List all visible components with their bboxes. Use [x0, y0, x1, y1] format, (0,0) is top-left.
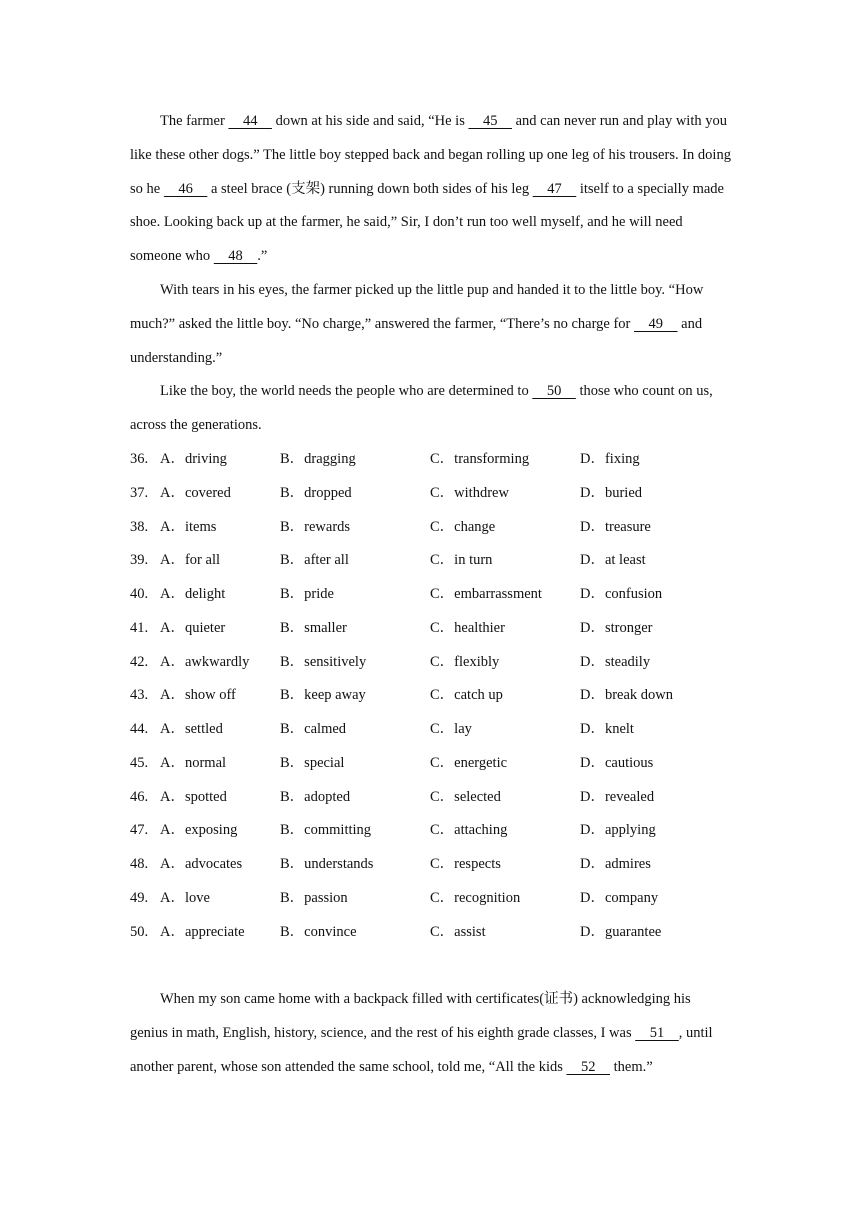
option-d[interactable]: D．cautious — [580, 754, 654, 771]
option-b[interactable]: B．calmed — [280, 721, 347, 737]
option-b[interactable]: B．keep away — [280, 687, 366, 704]
text: down at his side and said, “He is — [271, 113, 469, 129]
question-number: 36. — [130, 451, 149, 467]
blank-48[interactable]: 48 — [213, 248, 258, 265]
option-c[interactable]: C．withdrew — [430, 484, 509, 501]
option-c[interactable]: C．catch up — [430, 687, 503, 704]
option-row — [130, 544, 732, 578]
option-b[interactable]: B．special — [280, 754, 345, 771]
option-a[interactable]: A．settled — [160, 721, 223, 737]
question-number: 41. — [130, 619, 149, 636]
option-c[interactable]: C．energetic — [430, 754, 508, 771]
option-a[interactable]: A．for all — [160, 552, 220, 569]
option-row — [130, 679, 732, 713]
question-number: 40. — [130, 586, 149, 602]
paragraph-certificates — [130, 983, 732, 1084]
option-d[interactable]: D．guarantee — [580, 923, 662, 940]
option-b[interactable]: B．committing — [280, 822, 372, 839]
option-a[interactable]: A．awkwardly — [160, 653, 250, 670]
blank-46[interactable]: 46 — [163, 180, 208, 197]
option-c[interactable]: C．transforming — [430, 451, 530, 467]
option-b[interactable]: B．smaller — [280, 619, 347, 636]
option-c[interactable]: C．attaching — [430, 822, 508, 839]
option-row — [130, 848, 732, 882]
option-a[interactable]: A．delight — [160, 586, 226, 602]
option-a[interactable]: A．spotted — [160, 788, 227, 805]
question-number: 42. — [130, 653, 149, 670]
option-d[interactable]: D．at least — [580, 552, 646, 569]
option-c[interactable]: C．respects — [430, 856, 501, 872]
option-a[interactable]: A．covered — [160, 484, 231, 501]
option-d[interactable]: D．knelt — [580, 721, 634, 737]
option-a[interactable]: A．exposing — [160, 822, 238, 839]
option-c[interactable]: C．lay — [430, 721, 472, 737]
option-b[interactable]: B．understands — [280, 856, 374, 872]
question-number: 45. — [130, 754, 149, 771]
option-row — [130, 578, 732, 612]
question-number: 38. — [130, 518, 149, 535]
option-b[interactable]: B．convince — [280, 923, 357, 940]
option-row — [130, 612, 732, 646]
text: itself to a specially made shoe. Looking back up at the farmer, he said,” Sir, I don’t run too well myself, and he will need someone who — [130, 180, 724, 265]
text: a steel brace (支架) running down both sides of his leg — [207, 180, 533, 197]
question-number: 44. — [130, 721, 149, 737]
text: With tears in his eyes, the farmer picked up the little pup and handed it to the little boy. “How much?” asked the little boy. “No charge,” answered the farmer, “There’s no charge for — [130, 282, 704, 332]
option-row — [130, 511, 732, 545]
option-d[interactable]: D．stronger — [580, 619, 653, 636]
option-b[interactable]: B．dragging — [280, 451, 356, 467]
option-c[interactable]: C．change — [430, 518, 496, 535]
option-a[interactable]: A．items — [160, 518, 217, 535]
option-b[interactable]: B．pride — [280, 586, 334, 602]
option-row — [130, 443, 732, 477]
option-row — [130, 747, 732, 781]
option-row — [130, 814, 732, 848]
option-d[interactable]: D．break down — [580, 687, 674, 704]
option-c[interactable]: C．selected — [430, 788, 501, 805]
paragraph-conclusion — [130, 375, 732, 443]
blank-47[interactable]: 47 — [532, 180, 577, 197]
option-d[interactable]: D．confusion — [580, 586, 663, 602]
option-c[interactable]: C．healthier — [430, 619, 505, 636]
text: and understanding.” — [130, 315, 703, 366]
blank-50[interactable]: 50 — [532, 383, 576, 399]
blank-44[interactable]: 44 — [228, 113, 272, 129]
text: , until another parent, whose son attended the same school, told me, “All the kids — [130, 1024, 713, 1075]
answer-options — [130, 443, 732, 949]
question-number: 49. — [130, 889, 149, 906]
option-row — [130, 916, 732, 950]
option-row — [130, 781, 732, 815]
option-b[interactable]: B．after all — [280, 552, 349, 569]
question-number: 46. — [130, 788, 149, 805]
option-c[interactable]: C．flexibly — [430, 653, 500, 670]
option-d[interactable]: D．applying — [580, 822, 656, 839]
question-number: 50. — [130, 923, 149, 940]
text: .” — [257, 248, 268, 265]
text: Like the boy, the world needs the people who are determined to — [160, 383, 533, 399]
question-number: 37. — [130, 484, 149, 501]
paragraph-tears — [130, 274, 732, 375]
option-row — [130, 882, 732, 916]
question-number: 47. — [130, 822, 149, 839]
option-row — [130, 713, 732, 747]
option-d[interactable]: D．revealed — [580, 788, 655, 805]
question-number: 43. — [130, 687, 149, 704]
option-a[interactable]: A．normal — [160, 754, 227, 771]
option-b[interactable]: B．passion — [280, 889, 348, 906]
option-a[interactable]: A．appreciate — [160, 923, 245, 940]
option-d[interactable]: D．buried — [580, 484, 643, 501]
option-d[interactable]: D．steadily — [580, 653, 651, 670]
option-a[interactable]: A．driving — [160, 451, 227, 467]
blank-49[interactable]: 49 — [634, 315, 678, 332]
text: them.” — [610, 1058, 653, 1075]
blank-51[interactable]: 51 — [635, 1024, 679, 1041]
option-a[interactable]: A．advocates — [160, 856, 243, 872]
option-d[interactable]: D．treasure — [580, 518, 651, 535]
option-row — [130, 646, 732, 680]
option-d[interactable]: D．company — [580, 889, 659, 906]
option-c[interactable]: C．recognition — [430, 889, 521, 906]
option-d[interactable]: D．fixing — [580, 451, 640, 467]
option-row — [130, 477, 732, 511]
blank-45[interactable]: 45 — [468, 113, 512, 129]
blank-52[interactable]: 52 — [566, 1058, 611, 1075]
text: The farmer — [160, 113, 229, 129]
question-number: 48. — [130, 856, 149, 872]
option-b[interactable]: B．dropped — [280, 484, 352, 501]
option-c[interactable]: C．in turn — [430, 552, 493, 569]
option-b[interactable]: B．rewards — [280, 518, 351, 535]
text: and can never run and play with you like these other dogs.” The little boy stepped back and began rolling up one leg of his trousers. In doing so he — [130, 113, 731, 197]
option-c[interactable]: C．embarrassment — [430, 586, 542, 602]
question-number: 39. — [130, 552, 149, 569]
text: When my son came home with a backpack filled with certificates(证书) acknowledging his genius in math, English, history, science, and the rest of his eighth grade classes, I was — [130, 991, 691, 1041]
option-a[interactable]: A．show off — [160, 687, 236, 704]
option-c[interactable]: C．assist — [430, 923, 486, 940]
option-a[interactable]: A．love — [160, 889, 210, 906]
option-b[interactable]: B．sensitively — [280, 653, 367, 670]
option-a[interactable]: A．quieter — [160, 619, 226, 636]
option-d[interactable]: D．admires — [580, 856, 651, 872]
text: those who count on us, across the generations. — [130, 383, 713, 433]
option-b[interactable]: B．adopted — [280, 788, 351, 805]
paragraph-farmer — [130, 105, 732, 274]
